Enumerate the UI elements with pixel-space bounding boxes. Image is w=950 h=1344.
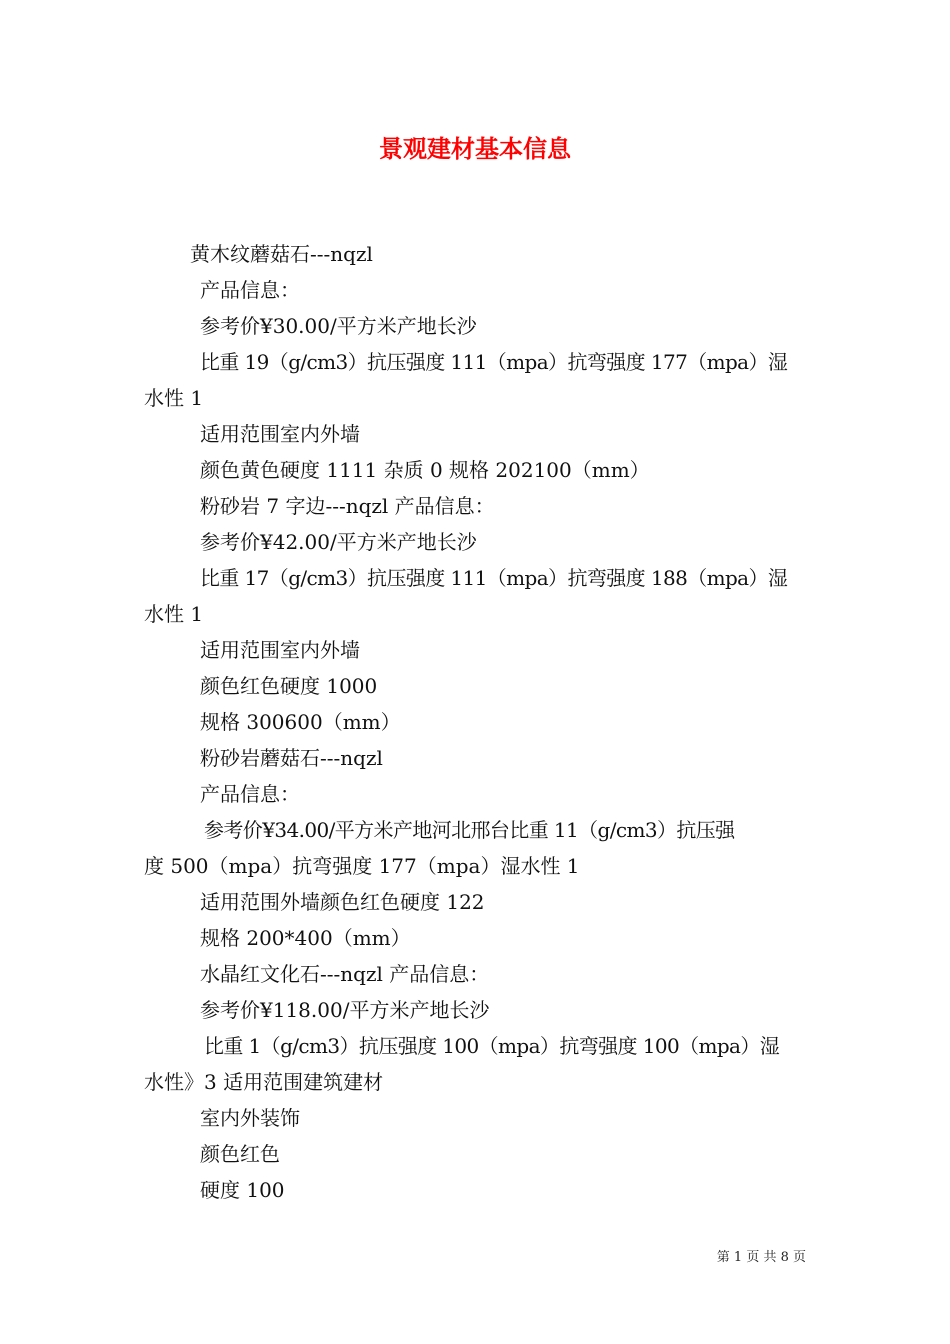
text-line: 产品信息： (200, 782, 300, 806)
text-line: 参考价¥42.00/平方米产地长沙 (200, 530, 477, 554)
text-line: 产品信息： (200, 278, 300, 302)
text-line: 规格 300600（mm） (200, 710, 401, 734)
text-line: 比重 19（g/cm3）抗压强度 111（mpa）抗弯强度 177（mpa）湿 (200, 350, 788, 374)
text-line: 水性 1 (144, 386, 204, 410)
text-line: 适用范围室内外墙 (200, 422, 360, 446)
text-line: 粉砂岩蘑菇石---nqzl (200, 746, 383, 770)
text-line: 参考价¥118.00/平方米产地长沙 (200, 998, 490, 1022)
text-line: 适用范围室内外墙 (200, 638, 360, 662)
text-line: 颜色红色 (200, 1142, 280, 1166)
text-line: 颜色红色硬度 1000 (200, 674, 378, 698)
text-line: 规格 200*400（mm） (200, 926, 411, 950)
text-line: 水晶红文化石---nqzl 产品信息： (200, 962, 490, 986)
page-title: 景观建材基本信息 (379, 134, 571, 163)
text-line: 参考价¥30.00/平方米产地长沙 (200, 314, 477, 338)
text-line: 硬度 100 (200, 1178, 285, 1202)
text-line: 水性 1 (144, 602, 204, 626)
text-line: 颜色黄色硬度 1111 杂质 0 规格 202100（mm） (200, 458, 650, 482)
text-line: 度 500（mpa）抗弯强度 177（mpa）湿水性 1 (144, 854, 580, 878)
text-line: 比重 17（g/cm3）抗压强度 111（mpa）抗弯强度 188（mpa）湿 (200, 566, 788, 590)
text-line: 适用范围外墙颜色红色硬度 122 (200, 890, 485, 914)
page-number: 第 1 页 共 8 页 (716, 1250, 806, 1265)
text-line: 参考价¥34.00/平方米产地河北邢台比重 11（g/cm3）抗压强 (204, 818, 735, 842)
text-line: 水性》3 适用范围建筑建材 (144, 1070, 384, 1094)
text-line: 黄木纹蘑菇石---nqzl (190, 242, 373, 266)
text-line: 室内外装饰 (200, 1106, 300, 1130)
text-line: 粉砂岩 7 字边---nqzl 产品信息： (200, 494, 495, 518)
text-line: 比重 1（g/cm3）抗压强度 100（mpa）抗弯强度 100（mpa）湿 (204, 1034, 780, 1058)
